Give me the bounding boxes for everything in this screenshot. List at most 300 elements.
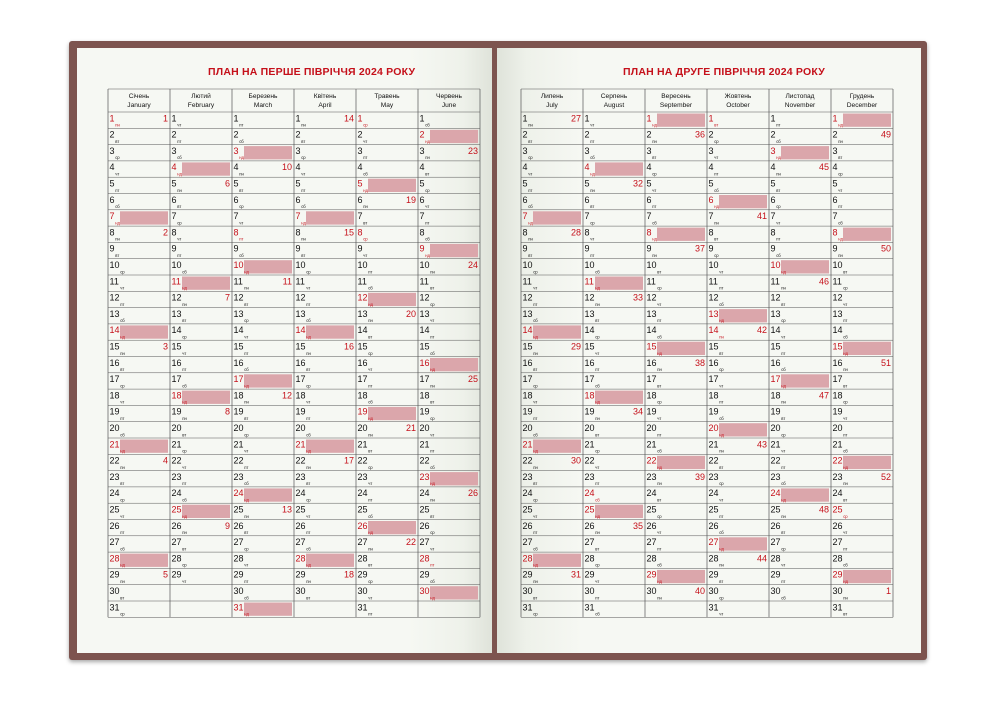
- right-july-week-28: 28: [570, 227, 581, 238]
- right-october-day-20: 20: [708, 423, 719, 433]
- right-september-shade-8: [657, 228, 705, 241]
- right-july-shade-14: [533, 325, 581, 338]
- right-october-weekday-16: ср: [719, 367, 724, 373]
- left-june-weekday-11: вт: [430, 285, 435, 291]
- left-june-weekday-16: нд: [430, 367, 435, 373]
- right-november-weekday-3: нд: [776, 155, 781, 161]
- left-may-weekday-20: пн: [368, 432, 373, 438]
- left-april-day-26: 26: [295, 520, 306, 531]
- right-july-day-22: 22: [522, 455, 533, 466]
- right-october-weekday-8: вт: [714, 236, 719, 242]
- left-march-day-17: 17: [233, 374, 244, 385]
- left-april-day-5: 5: [295, 178, 301, 189]
- right-august-weekday-21: ср: [595, 448, 600, 454]
- right-october-day-11: 11: [708, 276, 718, 287]
- left-march-weekday-2: сб: [239, 138, 244, 144]
- left-may-weekday-25: сб: [368, 513, 373, 519]
- right-september-weekday-28: сб: [657, 562, 662, 568]
- left-april-week-14: 14: [343, 113, 354, 124]
- left-june-weekday-2: нд: [425, 138, 430, 144]
- left-april-weekday-9: вт: [301, 253, 306, 258]
- left-march-weekday-26: вт: [244, 530, 249, 536]
- left-april-day-23: 23: [295, 471, 306, 482]
- right-october-weekday-13: нд: [719, 318, 724, 324]
- right-november-day-26: 26: [770, 520, 781, 531]
- right-december-day-23: 23: [832, 471, 843, 482]
- right-july-day-27: 27: [522, 537, 533, 548]
- right-july-day-30: 30: [522, 586, 533, 596]
- right-december-weekday-9: пн: [838, 253, 843, 258]
- left-april-day-11: 11: [295, 276, 305, 287]
- left-january-day-19: 19: [109, 406, 120, 417]
- right-september-weekday-25: ср: [657, 513, 662, 519]
- right-september-weekday-18: ср: [657, 399, 662, 405]
- left-may-day-9: 9: [357, 243, 363, 254]
- left-january-weekday-10: ср: [120, 269, 125, 275]
- left-march-weekday-23: сб: [244, 481, 249, 487]
- right-september-weekday-20: пт: [657, 432, 662, 438]
- left-january-day-16: 16: [109, 357, 120, 368]
- left-january-weekday-24: ср: [120, 497, 125, 503]
- left-february-name-ua: Лютий: [191, 93, 211, 100]
- right-december-day-16: 16: [832, 357, 843, 368]
- left-january-week-3: 3: [162, 341, 168, 352]
- right-november-weekday-18: пн: [781, 399, 786, 405]
- left-may-day-27: 27: [357, 537, 368, 548]
- right-december-day-6: 6: [832, 194, 838, 205]
- left-may-day-30: 30: [357, 586, 368, 596]
- left-february-weekday-6: вт: [177, 204, 182, 210]
- right-august-weekday-27: вт: [595, 546, 600, 552]
- left-march-day-30: 30: [233, 586, 244, 596]
- left-april-weekday-30: вт: [306, 595, 311, 601]
- left-january-day-14: 14: [109, 325, 120, 336]
- right-august-day-1: 1: [584, 113, 590, 124]
- right-september-weekday-19: чт: [657, 416, 662, 421]
- left-march-day-6: 6: [233, 194, 239, 205]
- right-december-day-8: 8: [832, 227, 838, 238]
- right-november-weekday-23: сб: [781, 481, 786, 487]
- right-september-day-5: 5: [646, 178, 652, 189]
- right-august-day-21: 21: [584, 439, 595, 450]
- left-april-weekday-19: пт: [306, 416, 311, 421]
- left-february-day-26: 26: [171, 520, 182, 531]
- left-february-weekday-7: ср: [177, 220, 182, 226]
- left-april-day-14: 14: [295, 325, 306, 336]
- left-may-day-6: 6: [357, 194, 363, 205]
- left-april-week-18: 18: [343, 569, 354, 580]
- right-july-day-9: 9: [522, 243, 528, 254]
- left-june-day-11: 11: [419, 276, 429, 287]
- left-may-day-1: 1: [357, 113, 363, 124]
- right-august-shade-4: [595, 162, 643, 175]
- right-september-day-25: 25: [646, 504, 657, 515]
- right-november-day-8: 8: [770, 227, 776, 238]
- right-december-weekday-22: нд: [843, 464, 848, 470]
- right-july-weekday-22: пн: [533, 464, 538, 470]
- left-march-weekday-27: ср: [244, 546, 249, 552]
- left-february-day-1: 1: [171, 113, 177, 124]
- left-january-day-30: 30: [109, 586, 120, 596]
- right-july-day-12: 12: [522, 292, 533, 303]
- left-january-shade-7: [120, 211, 168, 224]
- right-august-weekday-26: пн: [595, 530, 600, 536]
- left-january-shade-28: [120, 554, 168, 567]
- left-january-day-11: 11: [109, 276, 119, 287]
- left-february-shade-18: [182, 391, 230, 404]
- left-june-week-26: 26: [467, 488, 478, 499]
- right-august-day-8: 8: [584, 227, 590, 238]
- left-february-weekday-14: ср: [182, 334, 187, 340]
- right-october-name-ua: Жовтень: [724, 93, 752, 100]
- left-march-weekday-3: нд: [239, 155, 244, 161]
- left-april-day-21: 21: [295, 439, 306, 450]
- right-september-weekday-6: пт: [652, 204, 657, 210]
- right-december-day-5: 5: [832, 178, 838, 189]
- left-april-weekday-13: сб: [306, 318, 311, 324]
- left-february-weekday-12: пн: [182, 301, 187, 307]
- right-july-day-5: 5: [522, 178, 528, 189]
- left-june-week-23: 23: [467, 145, 478, 156]
- left-january-weekday-7: нд: [115, 220, 120, 226]
- left-april-weekday-28: нд: [306, 562, 311, 568]
- right-november-weekday-30: сб: [781, 595, 786, 601]
- right-october-day-18: 18: [708, 390, 719, 401]
- left-march-name-en: March: [253, 102, 273, 109]
- left-june-name-ua: Червень: [436, 93, 462, 100]
- right-july-weekday-4: чт: [528, 171, 533, 177]
- right-october-weekday-11: пт: [719, 285, 724, 291]
- right-october-day-23: 23: [708, 471, 719, 482]
- right-october-shade-6: [719, 195, 767, 208]
- left-january-day-24: 24: [109, 488, 120, 499]
- left-may-day-8: 8: [357, 227, 363, 238]
- left-june-day-29: 29: [419, 569, 430, 580]
- left-january-name-ua: Січень: [128, 93, 150, 100]
- right-october-weekday-12: сб: [719, 301, 724, 307]
- left-may-day-12: 12: [357, 292, 368, 303]
- left-february-shade-25: [182, 505, 230, 518]
- right-november-day-24: 24: [770, 488, 781, 499]
- left-april-weekday-14: нд: [306, 334, 311, 340]
- right-november-weekday-26: вт: [781, 530, 786, 536]
- right-december-weekday-16: пн: [843, 367, 848, 373]
- right-december-shade-15: [843, 342, 891, 355]
- right-november-day-12: 12: [770, 292, 781, 303]
- left-june-day-3: 3: [419, 145, 425, 156]
- right-august-week-32: 32: [632, 178, 643, 189]
- right-july-day-4: 4: [522, 162, 528, 173]
- right-july-weekday-9: вт: [528, 253, 533, 258]
- left-may-day-10: 10: [357, 260, 368, 270]
- right-october-shade-13: [719, 309, 767, 322]
- right-november-weekday-9: сб: [776, 253, 781, 258]
- left-june-day-23: 23: [419, 471, 430, 482]
- right-july-weekday-7: нд: [528, 220, 533, 226]
- left-march-day-15: 15: [233, 341, 244, 352]
- right-october-day-12: 12: [708, 292, 719, 303]
- right-october-day-3: 3: [708, 145, 714, 156]
- right-august-week-35: 35: [632, 520, 643, 531]
- right-october-weekday-9: ср: [714, 253, 719, 258]
- left-january-day-4: 4: [109, 162, 115, 173]
- left-march-shade-24: [244, 488, 292, 501]
- right-october-weekday-2: ср: [714, 138, 719, 144]
- left-april-weekday-3: ср: [301, 155, 306, 161]
- left-april-shade-14: [306, 325, 354, 338]
- right-august-week-34: 34: [632, 406, 643, 417]
- right-november-weekday-29: пт: [781, 579, 786, 584]
- left-february-weekday-8: чт: [177, 236, 182, 242]
- left-may-name-en: May: [380, 102, 394, 109]
- right-august-day-22: 22: [584, 455, 595, 466]
- left-march-weekday-22: пт: [244, 464, 249, 470]
- right-november-name-en: November: [784, 102, 816, 109]
- right-july-day-11: 11: [522, 276, 532, 287]
- right-august-weekday-7: ср: [590, 220, 595, 226]
- left-january-weekday-19: пт: [120, 416, 125, 421]
- right-july-day-21: 21: [522, 439, 533, 450]
- right-october-day-13: 13: [708, 308, 719, 319]
- left-january-day-5: 5: [109, 178, 115, 189]
- right-october-weekday-14: пн: [719, 334, 724, 340]
- left-may-day-23: 23: [357, 471, 368, 482]
- right-december-weekday-4: ср: [838, 171, 843, 177]
- right-october-day-1: 1: [708, 113, 714, 124]
- left-june-week-24: 24: [467, 260, 478, 270]
- right-october-weekday-24: чт: [719, 497, 724, 503]
- right-july-day-25: 25: [522, 504, 533, 515]
- right-august-shade-25: [595, 505, 643, 518]
- right-september-day-29: 29: [646, 569, 657, 580]
- left-june-weekday-29: сб: [430, 579, 435, 584]
- right-november-day-23: 23: [770, 471, 781, 482]
- right-december-weekday-30: пн: [843, 595, 848, 601]
- right-september-day-2: 2: [646, 129, 652, 140]
- left-june-day-21: 21: [419, 439, 430, 450]
- left-april-day-16: 16: [295, 357, 306, 368]
- left-january-day-6: 6: [109, 194, 115, 205]
- right-december-shade-22: [843, 456, 891, 469]
- left-january-weekday-3: ср: [115, 155, 120, 161]
- left-may-day-31: 31: [357, 602, 368, 613]
- left-february-day-21: 21: [171, 439, 182, 450]
- left-february-weekday-28: ср: [182, 562, 187, 568]
- left-february-day-9: 9: [171, 243, 177, 254]
- left-february-day-25: 25: [171, 504, 182, 515]
- right-august-weekday-15: чт: [595, 350, 600, 356]
- left-january-weekday-21: нд: [120, 448, 125, 454]
- right-october-weekday-28: пн: [719, 562, 724, 568]
- left-february-day-11: 11: [171, 276, 181, 287]
- left-january-day-17: 17: [109, 374, 120, 385]
- right-november-weekday-27: ср: [781, 546, 786, 552]
- left-june-shade-23: [430, 472, 478, 485]
- left-april-day-19: 19: [295, 406, 306, 417]
- right-august-day-18: 18: [584, 390, 595, 401]
- left-june-weekday-28: пт: [430, 562, 435, 568]
- right-september-weekday-7: сб: [652, 220, 657, 226]
- left-january-shade-21: [120, 440, 168, 453]
- right-november-weekday-22: пт: [781, 464, 786, 470]
- right-september-weekday-17: вт: [657, 383, 662, 389]
- right-december-weekday-21: сб: [843, 448, 848, 454]
- left-january-weekday-8: пн: [115, 236, 120, 242]
- right-august-day-28: 28: [584, 553, 595, 564]
- right-october-weekday-15: вт: [719, 350, 724, 356]
- left-february-weekday-5: пн: [177, 187, 182, 193]
- right-september-day-17: 17: [646, 374, 657, 385]
- left-march-weekday-8: пт: [239, 236, 244, 242]
- right-august-day-27: 27: [584, 537, 595, 548]
- right-september-day-10: 10: [646, 260, 657, 270]
- right-july-day-17: 17: [522, 374, 533, 385]
- left-may-weekday-23: чт: [368, 481, 373, 487]
- left-june-weekday-15: сб: [430, 350, 435, 356]
- left-january-day-10: 10: [109, 260, 120, 270]
- right-october-day-21: 21: [708, 439, 719, 450]
- left-january-weekday-12: пт: [120, 301, 125, 307]
- right-november-weekday-15: пт: [781, 350, 786, 356]
- left-february-day-2: 2: [171, 129, 177, 140]
- right-november-weekday-1: пт: [776, 122, 781, 128]
- left-february-weekday-23: пт: [182, 481, 187, 487]
- left-april-day-1: 1: [295, 113, 301, 124]
- left-march-day-20: 20: [233, 423, 244, 433]
- left-may-shade-5: [368, 179, 416, 192]
- right-september-shade-1: [657, 114, 705, 127]
- right-october-day-24: 24: [708, 488, 719, 499]
- left-june-weekday-17: пн: [430, 383, 435, 389]
- right-july-day-28: 28: [522, 553, 533, 564]
- left-february-day-22: 22: [171, 455, 182, 466]
- right-november-day-7: 7: [770, 211, 776, 222]
- left-may-day-28: 28: [357, 553, 368, 564]
- right-august-day-30: 30: [584, 586, 595, 596]
- left-january-weekday-1: пн: [115, 122, 120, 128]
- right-september-day-11: 11: [646, 276, 656, 287]
- left-may-weekday-18: сб: [368, 399, 373, 405]
- right-october-day-9: 9: [708, 243, 714, 254]
- left-april-weekday-20: сб: [306, 432, 311, 438]
- left-june-day-2: 2: [419, 129, 425, 140]
- right-december-weekday-2: пн: [838, 138, 843, 144]
- left-may-week-22: 22: [405, 537, 416, 548]
- left-march-weekday-5: вт: [239, 187, 244, 193]
- right-november-day-14: 14: [770, 325, 781, 336]
- right-july-weekday-31: ср: [533, 611, 538, 617]
- right-december-weekday-19: чт: [843, 416, 848, 421]
- right-december-day-7: 7: [832, 211, 838, 222]
- left-june-weekday-9: нд: [425, 253, 430, 258]
- left-march-weekday-15: пт: [244, 350, 249, 356]
- left-may-day-25: 25: [357, 504, 368, 515]
- left-june-weekday-6: чт: [425, 204, 430, 210]
- right-august-shade-18: [595, 391, 643, 404]
- right-september-day-1: 1: [646, 113, 652, 124]
- right-december-day-27: 27: [832, 537, 843, 548]
- left-april-weekday-6: сб: [301, 204, 306, 210]
- right-october-weekday-30: ср: [719, 595, 724, 601]
- left-may-weekday-22: ср: [368, 464, 373, 470]
- right-september-day-18: 18: [646, 390, 657, 401]
- left-march-day-10: 10: [233, 260, 244, 270]
- right-november-weekday-13: ср: [781, 318, 786, 324]
- left-january-weekday-11: чт: [120, 285, 125, 291]
- right-july-weekday-28: нд: [533, 562, 538, 568]
- left-january-weekday-22: пн: [120, 464, 125, 470]
- right-september-week-37: 37: [694, 243, 705, 254]
- right-december-day-19: 19: [832, 406, 843, 417]
- right-december-weekday-24: вт: [843, 497, 848, 503]
- right-july-day-23: 23: [522, 471, 533, 482]
- left-february-weekday-11: нд: [182, 285, 187, 291]
- left-february-weekday-25: нд: [182, 513, 187, 519]
- right-december-day-31: 31: [832, 602, 843, 613]
- left-april-weekday-29: пн: [306, 579, 311, 584]
- left-april-day-22: 22: [295, 455, 306, 466]
- left-june-day-5: 5: [419, 178, 425, 189]
- right-september-day-8: 8: [646, 227, 652, 238]
- right-november-shade-3: [781, 146, 829, 159]
- left-june-weekday-20: чт: [430, 432, 435, 438]
- left-february-week-7: 7: [224, 292, 230, 303]
- right-october-weekday-4: пт: [714, 171, 719, 177]
- left-january-day-20: 20: [109, 423, 120, 433]
- left-february-day-18: 18: [171, 390, 182, 401]
- right-july-shade-28: [533, 554, 581, 567]
- left-march-day-28: 28: [233, 553, 244, 564]
- right-december-day-24: 24: [832, 488, 843, 499]
- left-february-weekday-9: пт: [177, 253, 182, 258]
- right-july-weekday-15: пн: [533, 350, 538, 356]
- right-august-day-10: 10: [584, 260, 595, 270]
- right-august-name-en: August: [603, 102, 625, 109]
- right-july-day-1: 1: [522, 113, 528, 124]
- right-july-day-20: 20: [522, 423, 533, 433]
- right-august-day-3: 3: [584, 145, 590, 156]
- right-october-weekday-7: пн: [714, 220, 719, 226]
- right-september-day-16: 16: [646, 357, 657, 368]
- left-april-day-4: 4: [295, 162, 301, 173]
- right-july-weekday-29: пн: [533, 579, 538, 584]
- right-november-day-9: 9: [770, 243, 776, 254]
- left-april-day-13: 13: [295, 308, 306, 319]
- right-september-weekday-12: чт: [657, 301, 662, 307]
- right-august-weekday-28: ср: [595, 562, 600, 568]
- left-june-day-24: 24: [419, 488, 430, 499]
- left-june-day-7: 7: [419, 211, 425, 222]
- left-march-day-12: 12: [233, 292, 244, 303]
- right-november-weekday-19: вт: [781, 416, 786, 421]
- left-may-day-18: 18: [357, 390, 368, 401]
- left-april-name-en: April: [318, 102, 332, 109]
- left-may-weekday-27: пн: [368, 546, 373, 552]
- left-march-weekday-14: чт: [244, 334, 249, 340]
- right-july-day-10: 10: [522, 260, 533, 270]
- left-march-week-13: 13: [281, 504, 292, 515]
- right-july-weekday-30: вт: [533, 595, 538, 601]
- left-january-weekday-13: сб: [120, 318, 125, 324]
- right-november-weekday-6: ср: [776, 204, 781, 210]
- right-september-week-38: 38: [694, 357, 705, 368]
- left-february-day-7: 7: [171, 211, 177, 222]
- right-october-weekday-31: чт: [719, 611, 724, 617]
- left-february-weekday-29: чт: [182, 579, 187, 584]
- right-september-week-39: 39: [694, 471, 705, 482]
- left-february-weekday-4: нд: [177, 171, 182, 177]
- right-july-weekday-13: сб: [533, 318, 538, 324]
